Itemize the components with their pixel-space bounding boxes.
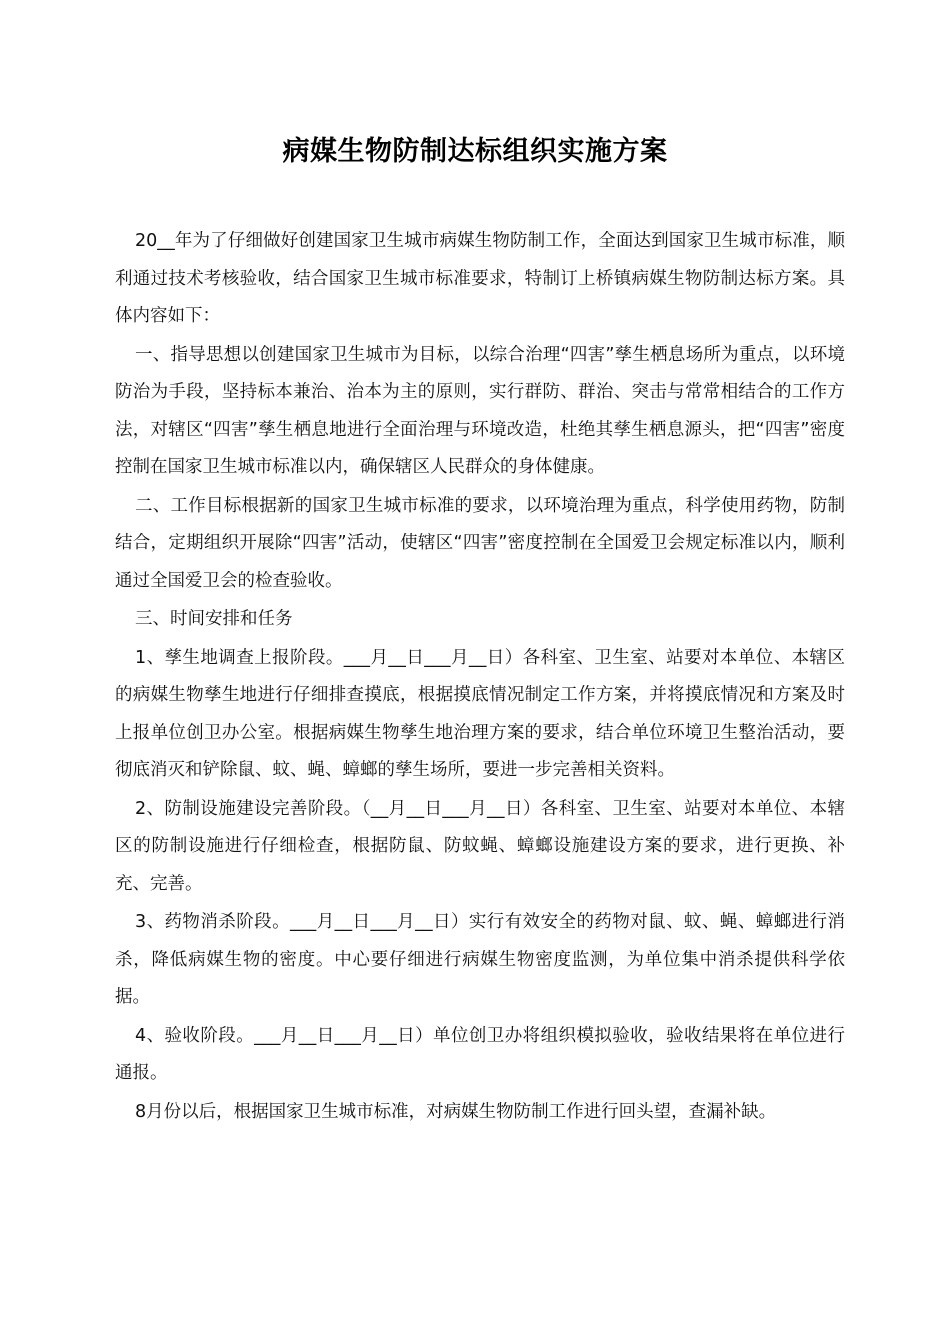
document-title: 病媒生物防制达标组织实施方案	[282, 136, 668, 167]
paragraph-stage-1: 1、孳生地调查上报阶段。___月__日___月__日）各科室、卫生室、站要对本单位、本辖区的病媒生物孳生地进行仔细排查摸底，根据摸底情况制定工作方案，并将摸底情况和方案及时上报单位创卫办公室。根据病媒生物孳生地治理方案的要求，结合单位环境卫生整治活动，要彻底消灭和铲除鼠、蚊、蝇、蟑螂的孳生场所，要进一步完善相关资料。	[115, 647, 845, 780]
paragraph-intro: 20__年为了仔细做好创建国家卫生城市病媒生物防制工作，全面达到国家卫生城市标准，顺利通过技术考核验收，结合国家卫生城市标准要求，特制订上桥镇病媒生物防制达标方案。具体内容如下：	[115, 231, 845, 326]
paragraph-work-goals: 二、工作目标根据新的国家卫生城市标准的要求，以环境治理为重点，科学使用药物，防制结合，定期组织开展除“四害”活动，使辖区“四害”密度控制在全国爱卫会规定标准以内，顺利通过全国爱卫会的检查验收。	[115, 495, 845, 591]
paragraph-schedule-heading: 三、时间安排和任务	[135, 609, 293, 629]
paragraph-stage-4: 4、验收阶段。___月__日___月__日）单位创卫办将组织模拟验收，验收结果将在单位进行通报。	[115, 1025, 845, 1083]
paragraph-stage-2: 2、防制设施建设完善阶段。（__月__日___月__日）各科室、卫生室、站要对本单位、本辖区的防制设施进行仔细检查，根据防鼠、防蚊蝇、蟑螂设施建设方案的要求，进行更换、补充、完善。	[115, 798, 845, 894]
paragraph-followup: 8月份以后，根据国家卫生城市标准，对病媒生物防制工作进行回头望，查漏补缺。	[135, 1101, 777, 1122]
document-body	[115, 223, 845, 1131]
paragraph-stage-3: 3、药物消杀阶段。___月__日___月__日）实行有效安全的药物对鼠、蚊、蝇、蟑螂进行消杀，降低病媒生物的密度。中心要仔细进行病媒生物密度监测，为单位集中消杀提供科学依据。	[115, 912, 845, 1007]
paragraph-guiding-ideology: 一、指导思想以创建国家卫生城市为目标，以综合治理“四害”孳生栖息场所为重点，以环境防治为手段，坚持标本兼治、治本为主的原则，实行群防、群治、突击与常常相结合的工作方法，对辖区“四害”孳生栖息地进行全面治理与环境改造，杜绝其孳生栖息源头，把“四害”密度控制在国家卫生城市标准以内，确保辖区人民群众的身体健康。	[115, 344, 845, 477]
